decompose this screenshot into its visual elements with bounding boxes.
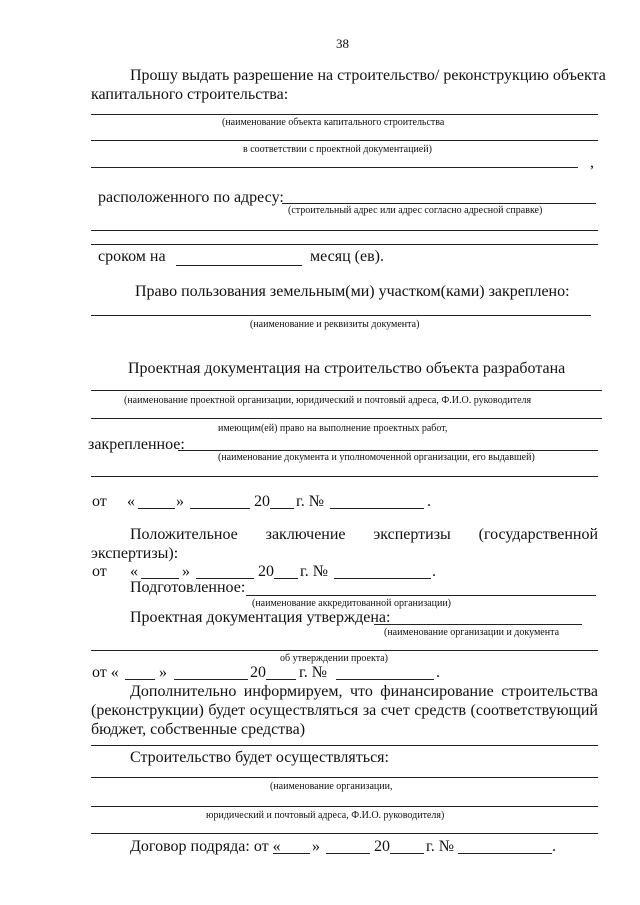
caption-org-name: (наименование организации, [270,781,393,792]
caption-org-and-doc: (наименование организации и документа [384,627,560,638]
contract-label: Договор подряда: от « [130,838,281,855]
assigned-line [178,450,598,451]
caption-project-doc: в соответствии с проектной документацией) [243,144,432,155]
dot: . [552,838,556,855]
approved-label: Проектная документация утверждена: [130,609,391,626]
prepared-line [246,595,596,596]
caption-rights: имеющим(ей) право на выполнение проектных работ, [218,423,448,434]
year-blank [266,679,296,680]
day-blank [138,508,175,509]
address-line-3 [91,244,598,245]
construction-label: Строительство будет осуществляться: [130,749,389,766]
day-blank [125,679,155,680]
address-line [282,203,596,204]
caption-accredited-org: (наименование аккредитованной организации) [252,598,451,609]
financing-line2: (реконструкции) будет осуществляться за счет средств (соответствующий [91,702,598,719]
approved-line [374,624,582,625]
year-blank [270,508,294,509]
year-blank [274,578,298,579]
number-blank [458,853,552,854]
address-line-2 [91,230,598,231]
design-org-line-2 [91,418,602,419]
dot: . [436,664,440,681]
object-name-line [91,114,598,115]
caption-object-name: (наименование объекта капитального строительства [222,117,445,128]
number-blank [330,508,424,509]
comma: , [590,154,594,171]
quote-open: « [127,493,135,510]
request-text-line2: капитального строительства: [91,86,289,103]
year-blank [390,853,424,854]
term-months: месяц (ев). [310,248,384,265]
month-blank [190,508,250,509]
year-prefix: 20 [254,493,270,510]
quote-close: » [182,563,190,580]
expertise-word: Положительное [130,526,238,543]
caption-approval: об утверждении проекта) [280,653,388,664]
financing-line [91,745,598,746]
quote-close: » [159,664,167,681]
quote-close: » [176,493,184,510]
number-blank [336,679,434,680]
design-doc-text: Проектная документация на строительство объекта разработана [128,360,566,377]
month-blank [174,679,248,680]
object-name-line-3 [91,167,578,168]
from-quote-open: от « [92,664,119,681]
financing-line3: бюджет, собственные средства) [91,721,306,738]
issuing-org-line-2 [91,476,598,477]
expertise-word: заключение [265,526,346,543]
construction-org-line-2 [91,806,598,807]
year-prefix: 20 [374,838,390,855]
located-at-label: расположенного по адресу: [98,189,284,206]
land-document-line [91,315,591,316]
caption-issuing-org: (наименование документа и уполномоченной организации, его выдавшей) [218,452,535,463]
object-name-line-2 [91,140,598,141]
design-org-line [91,390,602,391]
caption-document: (наименование и реквизиты документа) [250,319,420,330]
prepared-label: Подготовленное: [130,579,246,596]
expertise-line1 [130,527,598,543]
term-label: сроком на [98,248,166,265]
caption-legal-address: юридический и почтовый адреса, Ф.И.О. руководителя) [206,810,445,821]
number-label: г. № [300,563,329,580]
month-blank [326,853,370,854]
request-text-line1: Прошу выдать разрешение на строительство/ реконструкцию объекта [130,67,606,84]
number-label: г. № [299,664,328,681]
quote-open: « [130,563,138,580]
quote-close: » [312,838,320,855]
term-blank [176,265,302,266]
construction-org-line [91,777,598,778]
dot: . [427,493,431,510]
construction-org-line-3 [91,833,598,834]
year-prefix: 20 [250,664,266,681]
year-prefix: 20 [258,563,274,580]
caption-design-org: (наименование проектной организации, юридический и почтовый адреса, Ф.И.О. руководителя [124,395,532,406]
expertise-line2: экспертизы): [91,545,179,562]
assigned-label: закрепленное: [88,436,185,453]
financing-line1: Дополнительно информируем, что финансирование строительства [130,683,598,700]
expertise-word: экспертизы [373,526,451,543]
number-label: г. № [296,493,325,510]
from-label: от [92,563,107,580]
from-label: от [92,493,107,510]
page-number: 38 [336,36,349,51]
land-right-text: Право пользования земельным(ми) участком(ками) закреплено: [135,283,570,300]
dot: . [432,563,436,580]
approval-line-2 [91,650,598,651]
expertise-word: (государственной [478,526,598,543]
number-label: г. № [426,838,455,855]
number-blank [334,578,431,579]
caption-address: (строительный адрес или адрес согласно адресной справке) [288,205,543,216]
day-blank [273,853,310,854]
